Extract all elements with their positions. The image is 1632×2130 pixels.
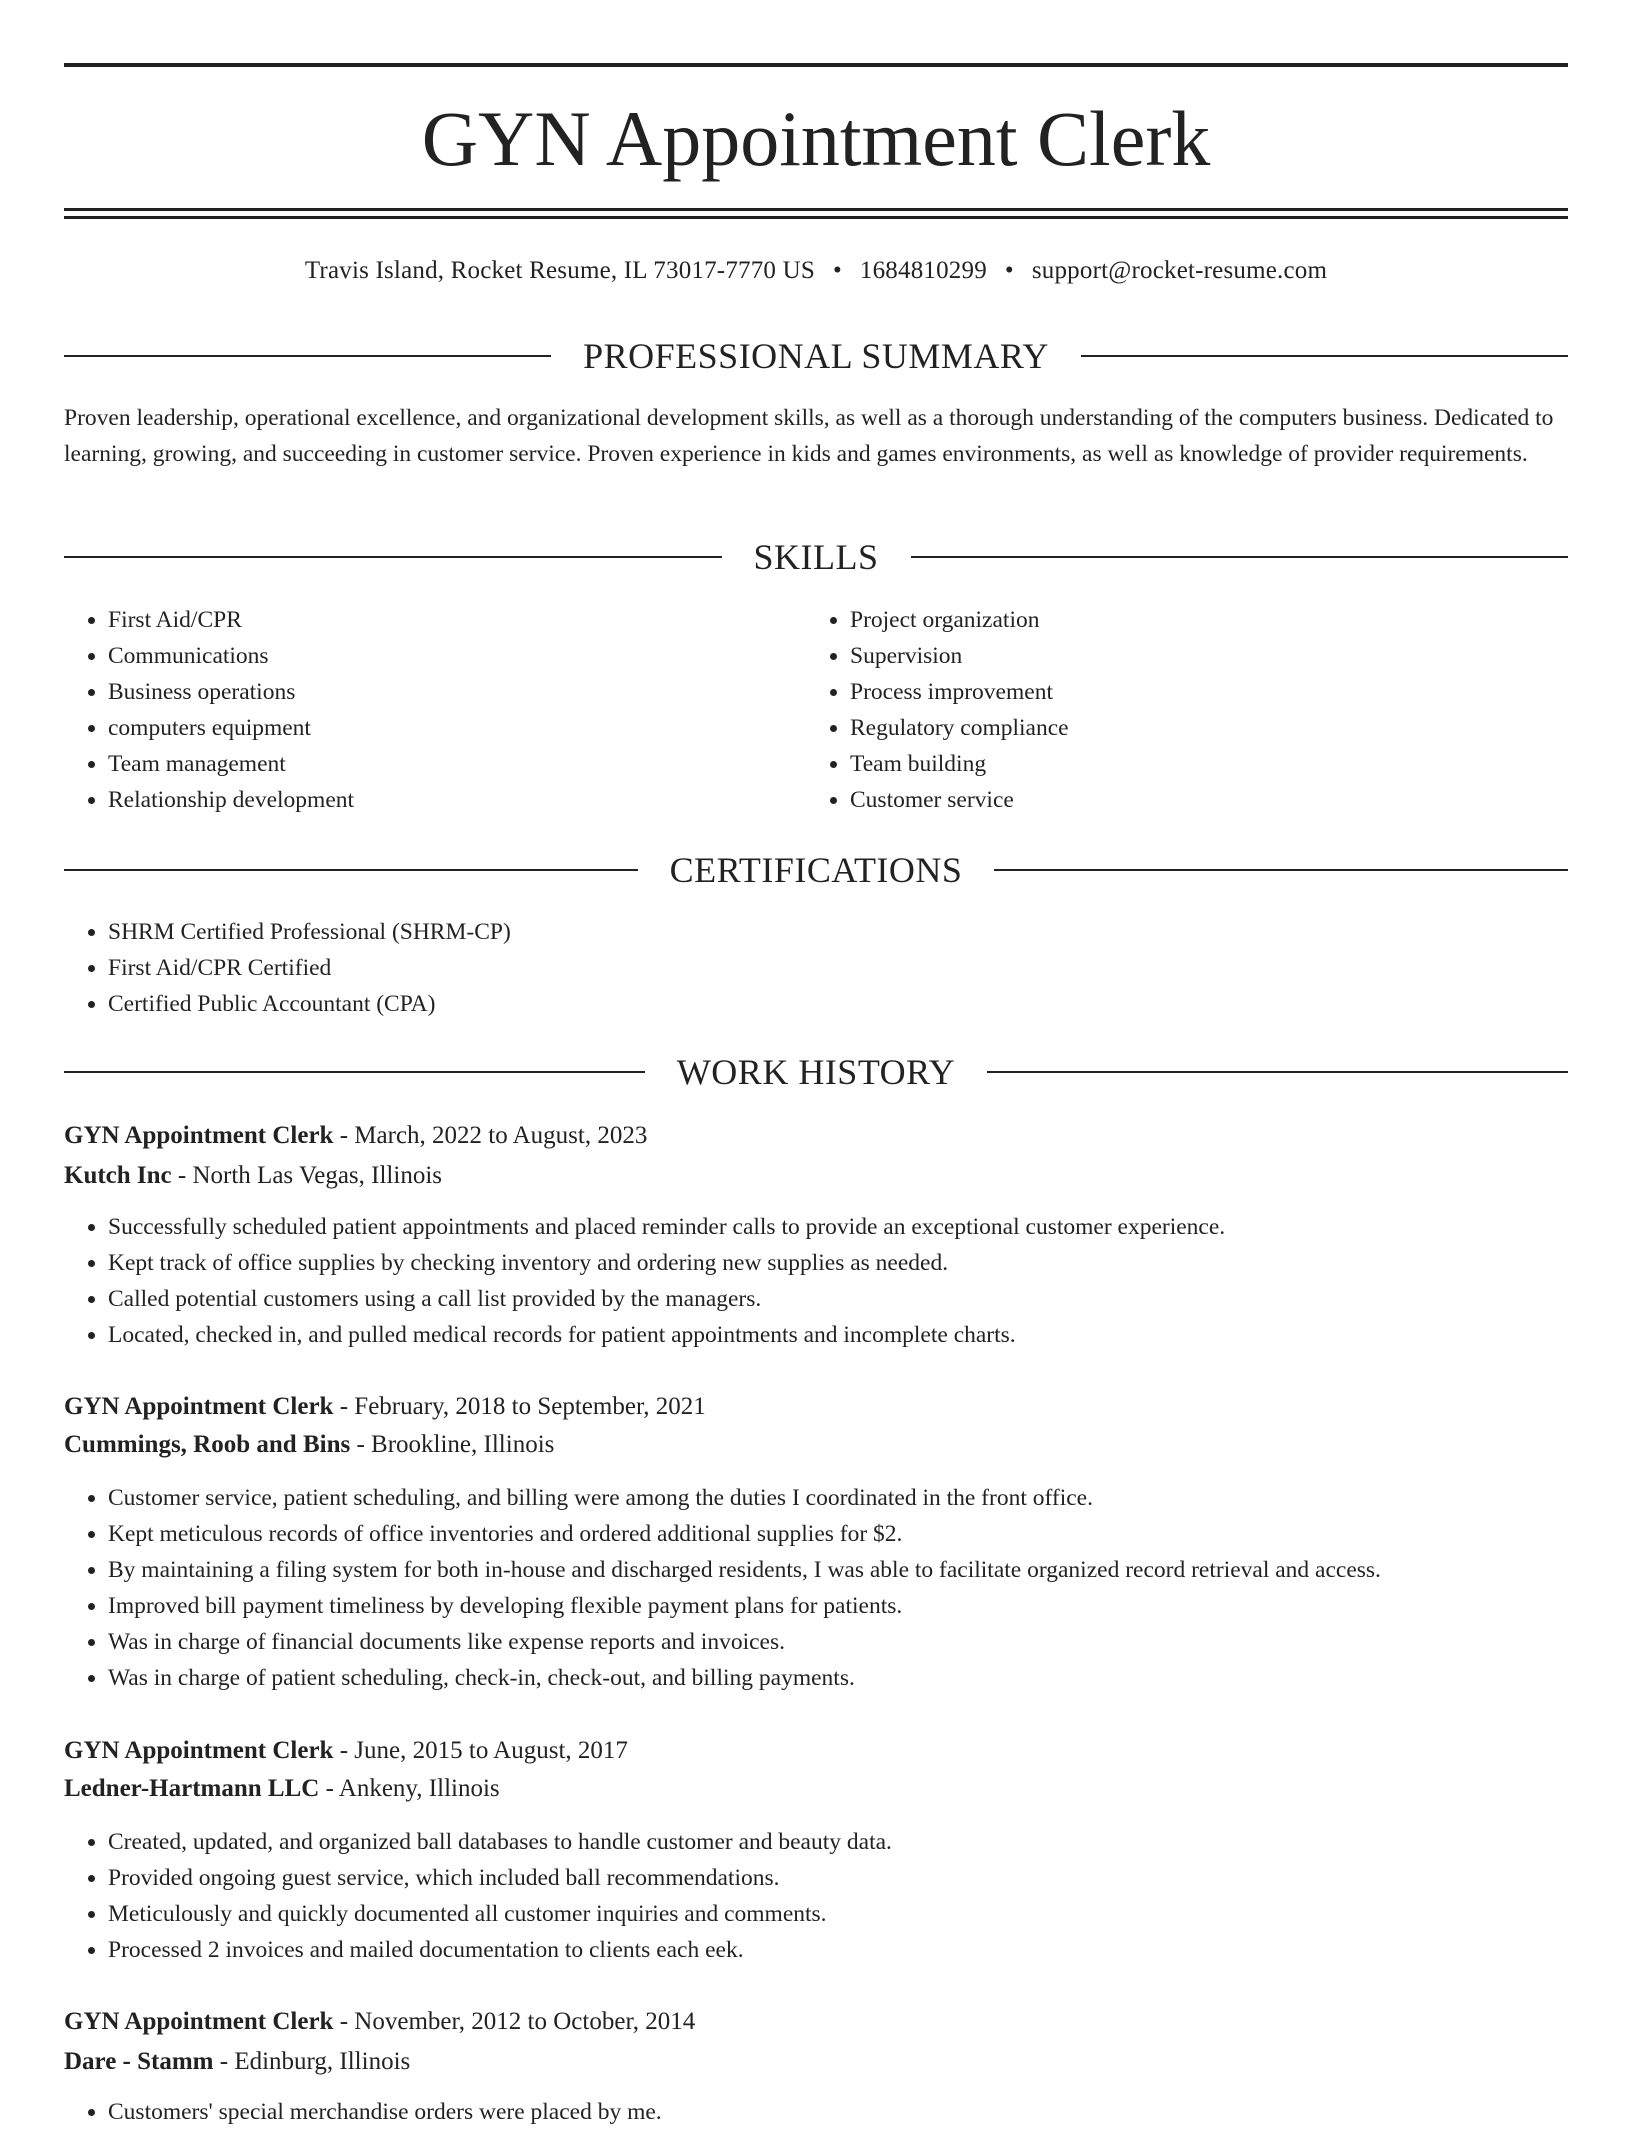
skills-list-right	[806, 602, 1550, 818]
skill-item: • Project organization	[850, 602, 1550, 638]
top-rule	[64, 63, 1568, 67]
job-bullets	[64, 1209, 1558, 1353]
skill-item: • Team management	[108, 746, 808, 782]
job-bullet: • Called potential customers using a call list provided by the managers.	[108, 1281, 1558, 1317]
section-heading-summary	[64, 334, 1568, 378]
section-title-summary: PROFESSIONAL SUMMARY	[583, 336, 1049, 376]
resume-title: GYN Appointment Clerk	[421, 95, 1211, 182]
job-company: Dare - Stamm	[64, 2048, 214, 2075]
certification-item: • First Aid/CPR Certified	[108, 950, 1508, 986]
job-title: GYN Appointment Clerk	[64, 1122, 334, 1149]
heading-rule-right	[911, 556, 1569, 558]
skill-item: • Supervision	[850, 638, 1550, 674]
job-dates: - November, 2012 to October, 2014	[333, 2008, 696, 2035]
skill-item: • Relationship development	[108, 782, 808, 818]
job-bullets	[64, 1480, 1588, 1696]
heading-rule-right	[987, 1071, 1568, 1073]
job-title: GYN Appointment Clerk	[64, 2008, 334, 2035]
skill-item: • First Aid/CPR	[108, 602, 808, 638]
job-bullet: • Was in charge of patient scheduling, check-in, check-out, and billing payments.	[108, 1660, 1588, 1696]
job-bullet: • Successfully scheduled patient appointments and placed reminder calls to provide an exceptional customer experience.	[108, 1209, 1558, 1245]
job-company-line	[64, 2043, 1568, 2081]
heading-rule-right	[994, 869, 1568, 871]
section-heading-certifications	[64, 848, 1568, 892]
heading-rule-left	[64, 869, 638, 871]
job-location: - Ankeny, Illinois	[319, 1775, 500, 1802]
job-bullet: • Improved bill payment timeliness by developing flexible payment plans for patients.	[108, 1588, 1588, 1624]
job-title: GYN Appointment Clerk	[64, 1393, 334, 1420]
job-title-line	[64, 1388, 1568, 1426]
certification-item: • SHRM Certified Professional (SHRM-CP)	[108, 914, 1508, 950]
job-dates: - June, 2015 to August, 2017	[333, 1737, 628, 1764]
job-bullet: • By maintaining a filing system for both in-house and discharged residents, I was able to facilitate organized record retrieval and access.	[108, 1552, 1588, 1588]
job-company: Cummings, Roob and Bins	[64, 1431, 351, 1458]
job-dates: - February, 2018 to September, 2021	[333, 1393, 706, 1420]
job-bullet: • Was in charge of financial documents like expense reports and invoices.	[108, 1624, 1588, 1660]
job-bullets	[64, 1824, 1558, 1968]
job-company-line	[64, 1426, 1568, 1464]
job-title-line	[64, 1117, 1568, 1155]
skills-list-left	[64, 602, 808, 818]
skill-item: • Communications	[108, 638, 808, 674]
skill-item: • Regulatory compliance	[850, 710, 1550, 746]
contact-separator: •	[832, 257, 842, 284]
skill-item: • Customer service	[850, 782, 1550, 818]
job-bullet: • Customer service, patient scheduling, and billing were among the duties I coordinated in the front office.	[108, 1480, 1588, 1516]
job-bullet: • Kept meticulous records of office inventories and ordered additional supplies for $2.	[108, 1516, 1588, 1552]
contact-email: support@rocket-resume.com	[1031, 257, 1328, 284]
section-title-work-history: WORK HISTORY	[676, 1052, 956, 1092]
section-title-skills: SKILLS	[753, 537, 879, 577]
skill-item: • Team building	[850, 746, 1550, 782]
job-title-line	[64, 2003, 1568, 2041]
heading-rule-left	[64, 556, 722, 558]
summary-paragraph: Proven leadership, operational excellence, and organizational development skills, as well as a thorough understanding of the computers business. Dedicated to learning, growing, and succeeding in customer service. Proven experience in kids and games environments, as well as knowledge of provider requirements.	[64, 405, 1554, 467]
job-company-line	[64, 1770, 1568, 1808]
skill-item: • computers equipment	[108, 710, 808, 746]
title-double-rule-lower	[64, 216, 1568, 219]
certification-item: • Certified Public Accountant (CPA)	[108, 986, 1508, 1022]
heading-rule-left	[64, 1071, 645, 1073]
job-location: - North Las Vegas, Illinois	[171, 1162, 442, 1189]
job-bullet: • Kept track of office supplies by checking inventory and ordering new supplies as needed.	[108, 1245, 1558, 1281]
title-double-rule-upper	[64, 208, 1568, 211]
contact-address: Travis Island, Rocket Resume, IL 73017-7770 US	[304, 257, 815, 284]
skill-item: • Business operations	[108, 674, 808, 710]
skill-item: • Process improvement	[850, 674, 1550, 710]
contact-separator: •	[1004, 257, 1014, 284]
section-heading-skills	[64, 535, 1568, 579]
job-company-line	[64, 1157, 1568, 1195]
job-company: Ledner-Hartmann LLC	[64, 1775, 320, 1802]
job-location: - Edinburg, Illinois	[213, 2048, 411, 2075]
heading-rule-left	[64, 355, 551, 357]
job-bullet: • Meticulously and quickly documented all customer inquiries and comments.	[108, 1896, 1558, 1932]
job-dates: - March, 2022 to August, 2023	[333, 1122, 648, 1149]
contact-phone: 1684810299	[859, 257, 987, 284]
job-company: Kutch Inc	[64, 1162, 172, 1189]
section-title-certifications: CERTIFICATIONS	[669, 850, 963, 890]
job-bullet: • Processed 2 invoices and mailed documentation to clients each eek.	[108, 1932, 1558, 1968]
job-location: - Brookline, Illinois	[350, 1431, 555, 1458]
job-bullets	[64, 2094, 1558, 2130]
heading-rule-right	[1081, 355, 1568, 357]
job-bullet: • Provided ongoing guest service, which included ball recommendations.	[108, 1860, 1558, 1896]
job-bullet: • Located, checked in, and pulled medical records for patient appointments and incomplete charts.	[108, 1317, 1558, 1353]
section-heading-work-history	[64, 1050, 1568, 1094]
job-bullet: • Created, updated, and organized ball databases to handle customer and beauty data.	[108, 1824, 1558, 1860]
certifications-list	[64, 914, 1508, 1022]
job-title-line	[64, 1732, 1568, 1770]
job-title: GYN Appointment Clerk	[64, 1737, 334, 1764]
contact-line	[64, 255, 1568, 287]
job-bullet: • Customers' special merchandise orders were placed by me.	[108, 2094, 1558, 2130]
